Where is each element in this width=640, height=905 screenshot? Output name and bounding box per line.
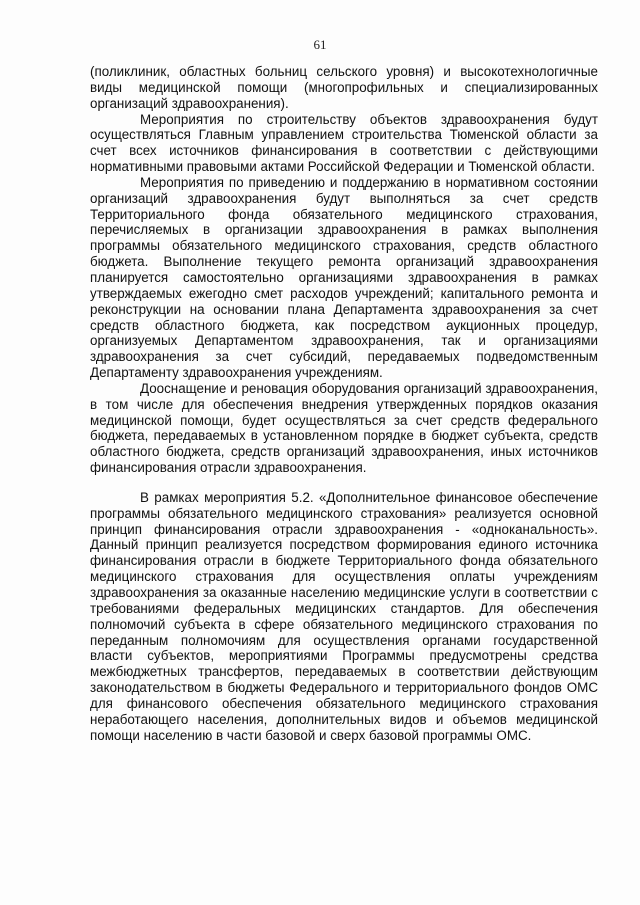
paragraph-financing: В рамках мероприятия 5.2. «Дополнительное финансовое обеспечение программы обязательного медицинского страхования» реализуется основной принцип финансирования отрасли здравоохранения - «одноканальность». Данный принцип реализуется посредством формирования единого источника финансирования отрасли в бюджете Территориального фонда обязательного медицинского страхования для осуществления оплаты учреждениям здравоохранения за оказанные населению медицинские услуги в соответствии с требованиями федеральных медицинских стандартов. Для обеспечения полномочий субъекта в сфере обязательного медицинского страхования по переданным полномочиям для осуществления органами государственной власти субъектов, мероприятиями Программы предусмотрены средства межбюджетных трансфертов, передаваемых в соответствии действующим законодательством в бюджеты Федерального и территориального фондов ОМС для финансового обеспечения обязательного медицинского страхования неработающего населения, дополнительных видов и объемов медицинской помощи населению в части базовой и сверх базовой программы ОМС. (90, 489, 598, 743)
paragraph-continuation: (поликлиник, областных больниц сельского уровня) и высокотехнологичные виды медицинской помощи (многопрофильных и специализированных организаций здравоохранения). (90, 64, 598, 111)
paragraph-equipment: Дооснащение и реновация оборудования организаций здравоохранения, в том числе для обеспечения внедрения утвержденных порядков оказания медицинской помощи, будет осуществляться за счет средств федерального бюджета, передаваемых в установленном порядке в бюджет субъекта, средств областного бюджета, средств организаций здравоохранения, иных источников финансирования отрасли здравоохранения. (90, 380, 598, 476)
paragraph-construction: Мероприятия по строительству объектов здравоохранения будут осуществляться Главным управлением строительства Тюменской области за счет всех источников финансирования в соответствии с действующими нормативными правовыми актами Российской Федерации и Тюменской области. (90, 111, 598, 175)
paragraph-maintenance: Мероприятия по приведению и поддержанию в нормативном состоянии организаций здравоохранения будут выполняться за счет средств Территориального фонда обязательного медицинского страхования, перечисляемых в организации здравоохранения в рамках выполнения программы обязательного медицинского страхования, средств областного бюджета. Выполнение текущего ремонта организаций здравоохранения планируется самостоятельно организациями здравоохранения в рамках утверждаемых ежегодно смет расходов учреждений; капитального ремонта и реконструкции на основании плана Департамента здравоохранения за счет средств областного бюджета, как посредством аукционных процедур, организуемых Департаментом здравоохранения, так и организациями здравоохранения за счет субсидий, передаваемых подведомственным Департаменту здравоохранения учреждениям. (90, 174, 598, 381)
document-body (90, 64, 598, 743)
page-number: 61 (313, 37, 327, 52)
